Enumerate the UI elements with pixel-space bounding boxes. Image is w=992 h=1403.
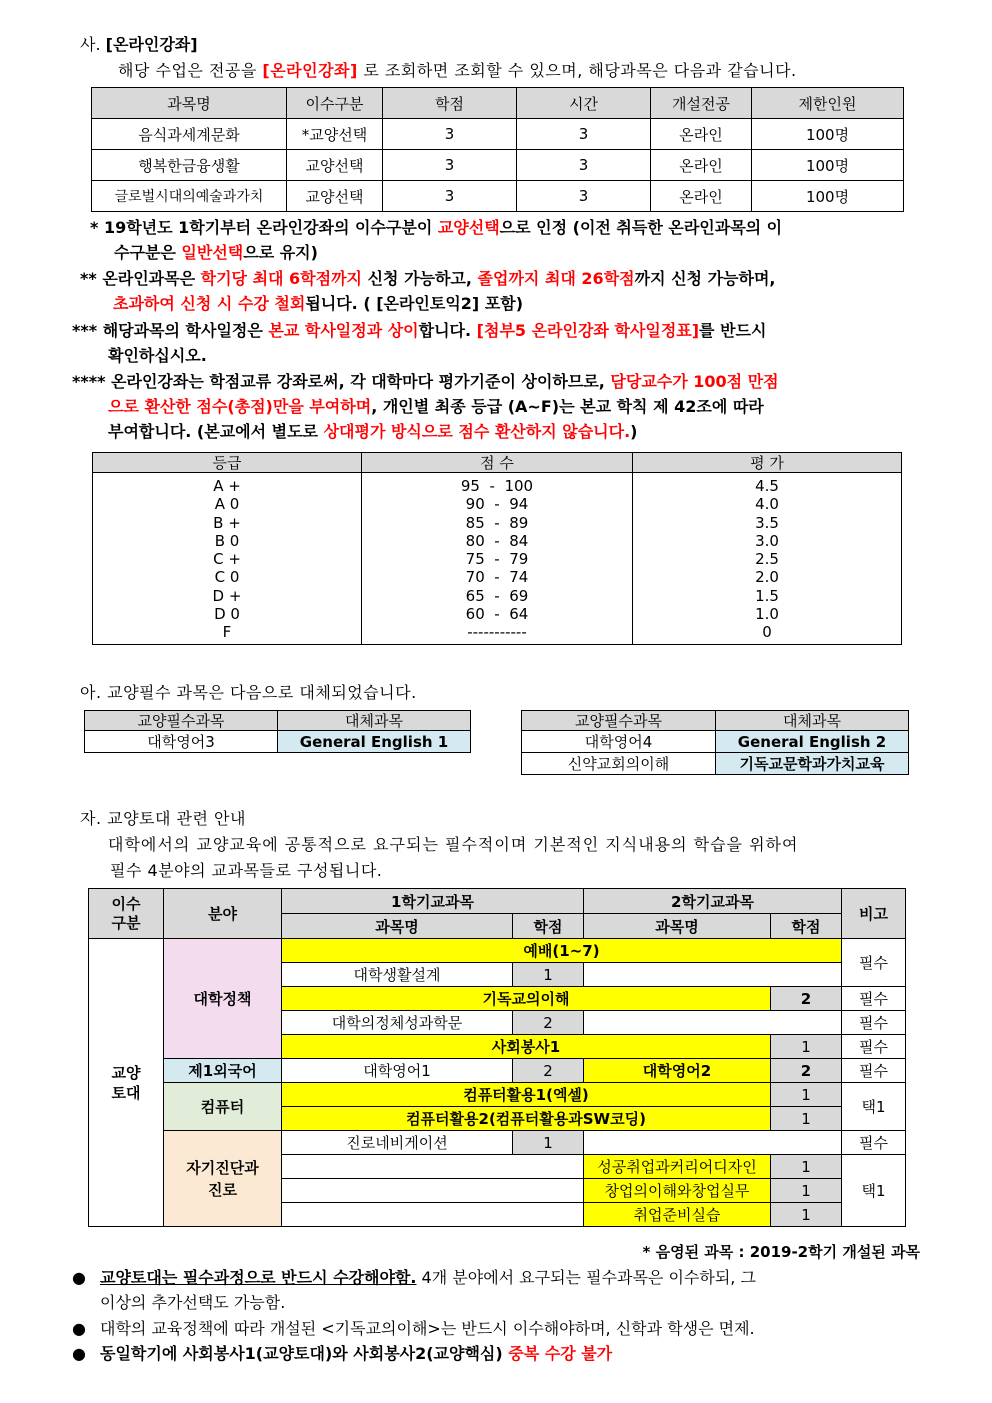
- table-row: [522, 731, 909, 753]
- note-cell: 택1: [842, 1083, 906, 1131]
- header-credit: 학점: [771, 914, 842, 939]
- course-credit: 2: [771, 1059, 842, 1083]
- point-value: 4.0: [755, 495, 779, 514]
- course-credit: 1: [771, 1035, 842, 1059]
- header-sem1: 1학기교과목: [282, 889, 584, 914]
- score-column: [362, 473, 633, 645]
- course-service: 사회봉사1: [282, 1035, 771, 1059]
- course-name: 성공취업과커리어디자인: [584, 1155, 771, 1179]
- header-cell: 과목명: [92, 88, 287, 119]
- note-text: 를 반드시: [699, 321, 767, 340]
- section-sa-intro: [118, 58, 797, 81]
- header-cell: 점 수: [362, 453, 633, 473]
- cell: 대학영어3: [85, 731, 278, 753]
- type-text: 토대: [111, 1083, 141, 1102]
- cell: 온라인: [651, 150, 752, 181]
- cell: 3: [517, 150, 651, 181]
- note-highlight: 일반선택: [181, 243, 244, 262]
- header-cell: 등급: [93, 453, 362, 473]
- score-value: 70 - 74: [465, 568, 529, 587]
- empty-cell: [584, 1011, 842, 1035]
- header-cell: 제한인원: [752, 88, 904, 119]
- score-value: 90 - 94: [465, 495, 529, 514]
- note-cell: 필수: [842, 1035, 906, 1059]
- point-value: 3.0: [755, 531, 779, 550]
- note-mark: ***: [72, 321, 98, 340]
- course-credit: 2: [771, 987, 842, 1011]
- score-value: -----------: [467, 623, 527, 642]
- field-language: 제1외국어: [164, 1059, 282, 1083]
- header-cell: 학점: [383, 88, 517, 119]
- point-value: 1.5: [755, 586, 779, 605]
- note-text: 으로 인정 (이전 취득한 온라인과목의 이: [499, 218, 783, 237]
- course-name: 대학영어1: [282, 1059, 513, 1083]
- grade-column: [93, 473, 362, 645]
- note-text: 확인하십시오.: [108, 346, 207, 365]
- cell: 기독교문학과가치교육: [716, 753, 909, 775]
- note-text: 신청 가능하고,: [362, 269, 478, 288]
- grade-value: A +: [213, 477, 241, 495]
- intro-highlight: [온라인강좌]: [262, 61, 358, 80]
- note-text: 수구분은: [114, 243, 182, 262]
- table-row: [89, 1083, 906, 1107]
- course-credit: 1: [771, 1083, 842, 1107]
- table-row: [89, 1131, 906, 1155]
- course-comp2: 컴퓨터활용2(컴퓨터활용과SW코딩): [282, 1107, 771, 1131]
- note-highlight: 학기당 최대 6학점까지: [200, 269, 363, 288]
- header-cell: 교양필수과목: [85, 711, 278, 731]
- header-name: 과목명: [584, 914, 771, 939]
- cell: 3: [383, 119, 517, 150]
- course-credit: 2: [513, 1059, 584, 1083]
- header-name: 과목명: [282, 914, 513, 939]
- shaded-footnote: * 음영된 과목 : 2019-2학기 개설된 과목: [642, 1243, 920, 1261]
- note-highlight: 졸업까지 최대 26학점: [477, 269, 635, 288]
- score-value: 85 - 89: [465, 513, 529, 532]
- course-name: 대학영어2: [584, 1059, 771, 1083]
- cell: *교양선택: [287, 119, 383, 150]
- cell: 100명: [752, 181, 904, 212]
- cell: 3: [383, 181, 517, 212]
- bullet-3: [72, 1341, 932, 1366]
- note-text: 해당과목의 학사일정은: [102, 321, 269, 340]
- field-text: 자기진단과: [186, 1158, 259, 1177]
- note-cell: 필수: [842, 987, 906, 1011]
- section-prefix: 사.: [80, 35, 101, 54]
- intro-text: 해당 수업은 전공을: [118, 61, 263, 80]
- bullet-2: [72, 1316, 932, 1341]
- note-text: 까지 신청 가능하며,: [634, 269, 776, 288]
- header-text: 이수: [111, 894, 141, 913]
- note-highlight: 으로 환산한 점수(총점)만을 부여하며: [108, 397, 372, 416]
- point-value: 2.0: [755, 568, 779, 587]
- cell: 글로벌시대의예술과가치: [92, 181, 287, 212]
- note-highlight: 담당교수가 100점 만점: [610, 372, 779, 391]
- cell: General English 1: [278, 731, 471, 753]
- header-cell: 평 가: [633, 453, 902, 473]
- note-highlight: 초과하여 신청 시 수강 철회: [113, 294, 306, 313]
- bullet-emphasis: 교양토대는 필수과정으로 반드시 수강해야함.: [100, 1268, 417, 1287]
- point-value: 0: [762, 623, 772, 642]
- point-column: [633, 473, 902, 645]
- note-4: [72, 369, 932, 444]
- bullet-icon: ●: [72, 1344, 86, 1363]
- note-mark: **: [80, 269, 97, 288]
- note-cell: 필수: [842, 1011, 906, 1035]
- score-value: 80 - 84: [465, 531, 529, 550]
- cell: 3: [517, 119, 651, 150]
- course-credit: 1: [771, 1203, 842, 1227]
- note-text: 합니다.: [418, 321, 477, 340]
- note-highlight: 본교 학사일정과 상이: [268, 321, 419, 340]
- grade-table: [92, 452, 902, 645]
- course-worship: 예배(1~7): [282, 939, 842, 963]
- note-2: [80, 266, 930, 316]
- note-mark: *: [90, 218, 99, 237]
- empty-cell: [282, 1155, 584, 1179]
- bullet-text: 이상의 추가선택도 가능함.: [100, 1293, 286, 1312]
- course-name: 대학생활설계: [282, 963, 513, 987]
- intro-text: 로 조회하면 조회할 수 있으며, 해당과목은 다음과 같습니다.: [357, 61, 797, 80]
- bullet-text: 동일학기에 사회봉사1(교양토대)와 사회봉사2(교양핵심): [100, 1344, 509, 1363]
- note-cell: 필수: [842, 1059, 906, 1083]
- header-note: 비고: [842, 889, 906, 939]
- point-value: 1.0: [755, 605, 779, 624]
- note-cell: 택1: [842, 1155, 906, 1227]
- empty-cell: [584, 963, 842, 987]
- note-cell: 필수: [842, 1131, 906, 1155]
- note-text: 부여합니다. (본교에서 별도로: [108, 422, 324, 441]
- header-cell: 시간: [517, 88, 651, 119]
- type-cell: [89, 939, 164, 1227]
- course-comp1: 컴퓨터활용1(엑셀): [282, 1083, 771, 1107]
- score-value: 95 - 100: [460, 477, 534, 495]
- header-cell: 대체과목: [716, 711, 909, 731]
- section-sa-heading: [80, 32, 198, 55]
- header-cell: 개설전공: [651, 88, 752, 119]
- field-text: 진로: [208, 1180, 237, 1199]
- bullet-icon: ●: [72, 1268, 86, 1287]
- cell: 신약교회의이해: [522, 753, 716, 775]
- header-cell: 이수구분: [287, 88, 383, 119]
- section-ja-heading: 자. 교양토대 관련 안내: [80, 809, 246, 828]
- grade-value: C 0: [214, 568, 240, 587]
- header-text: 구분: [111, 913, 141, 932]
- score-value: 75 - 79: [465, 550, 529, 569]
- cell: 온라인: [651, 181, 752, 212]
- course-credit: 1: [771, 1107, 842, 1131]
- cell: 행복한금융생활: [92, 150, 287, 181]
- header-type: [89, 889, 164, 939]
- point-value: 4.5: [755, 477, 779, 495]
- course-credit: 2: [513, 1011, 584, 1035]
- bullet-text: 대학의 교육정책에 따라 개설된 <기독교의이해>는 반드시 이수해야하며, 신학과 학생은 면제.: [100, 1319, 755, 1338]
- cell: 음식과세계문화: [92, 119, 287, 150]
- grade-value: B +: [213, 513, 241, 532]
- course-name: 취업준비실습: [584, 1203, 771, 1227]
- table-row: [92, 119, 904, 150]
- section-ja-intro-1: 대학에서의 교양교육에 공통적으로 요구되는 필수적이며 기본적인 지식내용의 학습을 위하여: [108, 835, 799, 854]
- section-title: [온라인강좌]: [105, 35, 198, 54]
- field-career: [164, 1131, 282, 1227]
- cell: 3: [383, 150, 517, 181]
- bullet-1: [72, 1265, 932, 1315]
- cell: 교양선택: [287, 150, 383, 181]
- header-credit: 학점: [513, 914, 584, 939]
- table-row: [89, 1059, 906, 1083]
- note-cell: 필수: [842, 939, 906, 987]
- grade-value: A 0: [214, 495, 240, 514]
- header-field: 분야: [164, 889, 282, 939]
- empty-cell: [282, 1203, 584, 1227]
- foundation-course-table: [88, 888, 906, 1227]
- course-christian: 기독교의이해: [282, 987, 771, 1011]
- bullet-highlight: 중복 수강 불가: [508, 1344, 613, 1363]
- cell: 온라인: [651, 119, 752, 150]
- note-highlight: 상대평가 방식으로 점수 환산하지 않습니다.: [323, 422, 631, 441]
- point-value: 3.5: [755, 513, 779, 532]
- table-row: [92, 181, 904, 212]
- field-policy: 대학정책: [164, 939, 282, 1059]
- table-row: [89, 939, 906, 963]
- note-mark: ****: [72, 372, 106, 391]
- section-ja-intro-2: 필수 4분야의 교과목들로 구성됩니다.: [110, 861, 383, 880]
- score-value: 60 - 64: [465, 605, 529, 624]
- field-computer: 컴퓨터: [164, 1083, 282, 1131]
- grade-value: D 0: [214, 605, 240, 624]
- note-text: ): [630, 422, 638, 441]
- type-text: 교양: [111, 1063, 141, 1082]
- grade-value: F: [222, 623, 232, 642]
- empty-cell: [584, 1131, 842, 1155]
- course-name: 진로네비게이션: [282, 1131, 513, 1155]
- table-row: [522, 753, 909, 775]
- note-text: 19학년도 1학기부터 온라인강좌의 이수구분이: [103, 218, 438, 237]
- course-credit: 1: [771, 1155, 842, 1179]
- grade-value: C +: [213, 550, 241, 569]
- table-row: [85, 731, 471, 753]
- course-name: 창업의이해와창업실무: [584, 1179, 771, 1203]
- course-name: 대학의정체성과학문: [282, 1011, 513, 1035]
- cell: 교양선택: [287, 181, 383, 212]
- table-row: [92, 150, 904, 181]
- header-sem2: 2학기교과목: [584, 889, 842, 914]
- substitute-table-left: [84, 710, 471, 753]
- note-text: 온라인강좌는 학점교류 강좌로써, 각 대학마다 평가기준이 상이하므로,: [111, 372, 611, 391]
- header-cell: 교양필수과목: [522, 711, 716, 731]
- header-cell: 대체과목: [278, 711, 471, 731]
- cell: General English 2: [716, 731, 909, 753]
- grade-value: B 0: [214, 531, 240, 550]
- note-highlight: [첨부5 온라인강좌 학사일정표]: [476, 321, 700, 340]
- grade-value: D +: [212, 586, 242, 605]
- course-credit: 1: [513, 963, 584, 987]
- note-1: [90, 215, 930, 265]
- note-text: 으로 유지): [243, 243, 318, 262]
- online-course-table: [91, 87, 904, 212]
- empty-cell: [282, 1179, 584, 1203]
- note-text: 온라인과목은: [102, 269, 201, 288]
- note-text: 됩니다. ( [온라인토익2] 포함): [305, 294, 524, 313]
- note-text: , 개인별 최종 등급 (A~F)는 본교 학칙 제 42조에 따라: [371, 397, 764, 416]
- substitute-table-right: [521, 710, 909, 775]
- bullet-icon: ●: [72, 1319, 86, 1338]
- cell: 100명: [752, 119, 904, 150]
- course-credit: 1: [513, 1131, 584, 1155]
- section-a-heading: 아. 교양필수 과목은 다음으로 대체되었습니다.: [80, 683, 417, 702]
- cell: 3: [517, 181, 651, 212]
- bullet-text: 4개 분야에서 요구되는 필수과목은 이수하되, 그: [416, 1268, 756, 1287]
- score-value: 65 - 69: [465, 586, 529, 605]
- point-value: 2.5: [755, 550, 779, 569]
- course-credit: 1: [771, 1179, 842, 1203]
- note-3: [72, 318, 932, 368]
- cell: 100명: [752, 150, 904, 181]
- cell: 대학영어4: [522, 731, 716, 753]
- note-highlight: 교양선택: [437, 218, 500, 237]
